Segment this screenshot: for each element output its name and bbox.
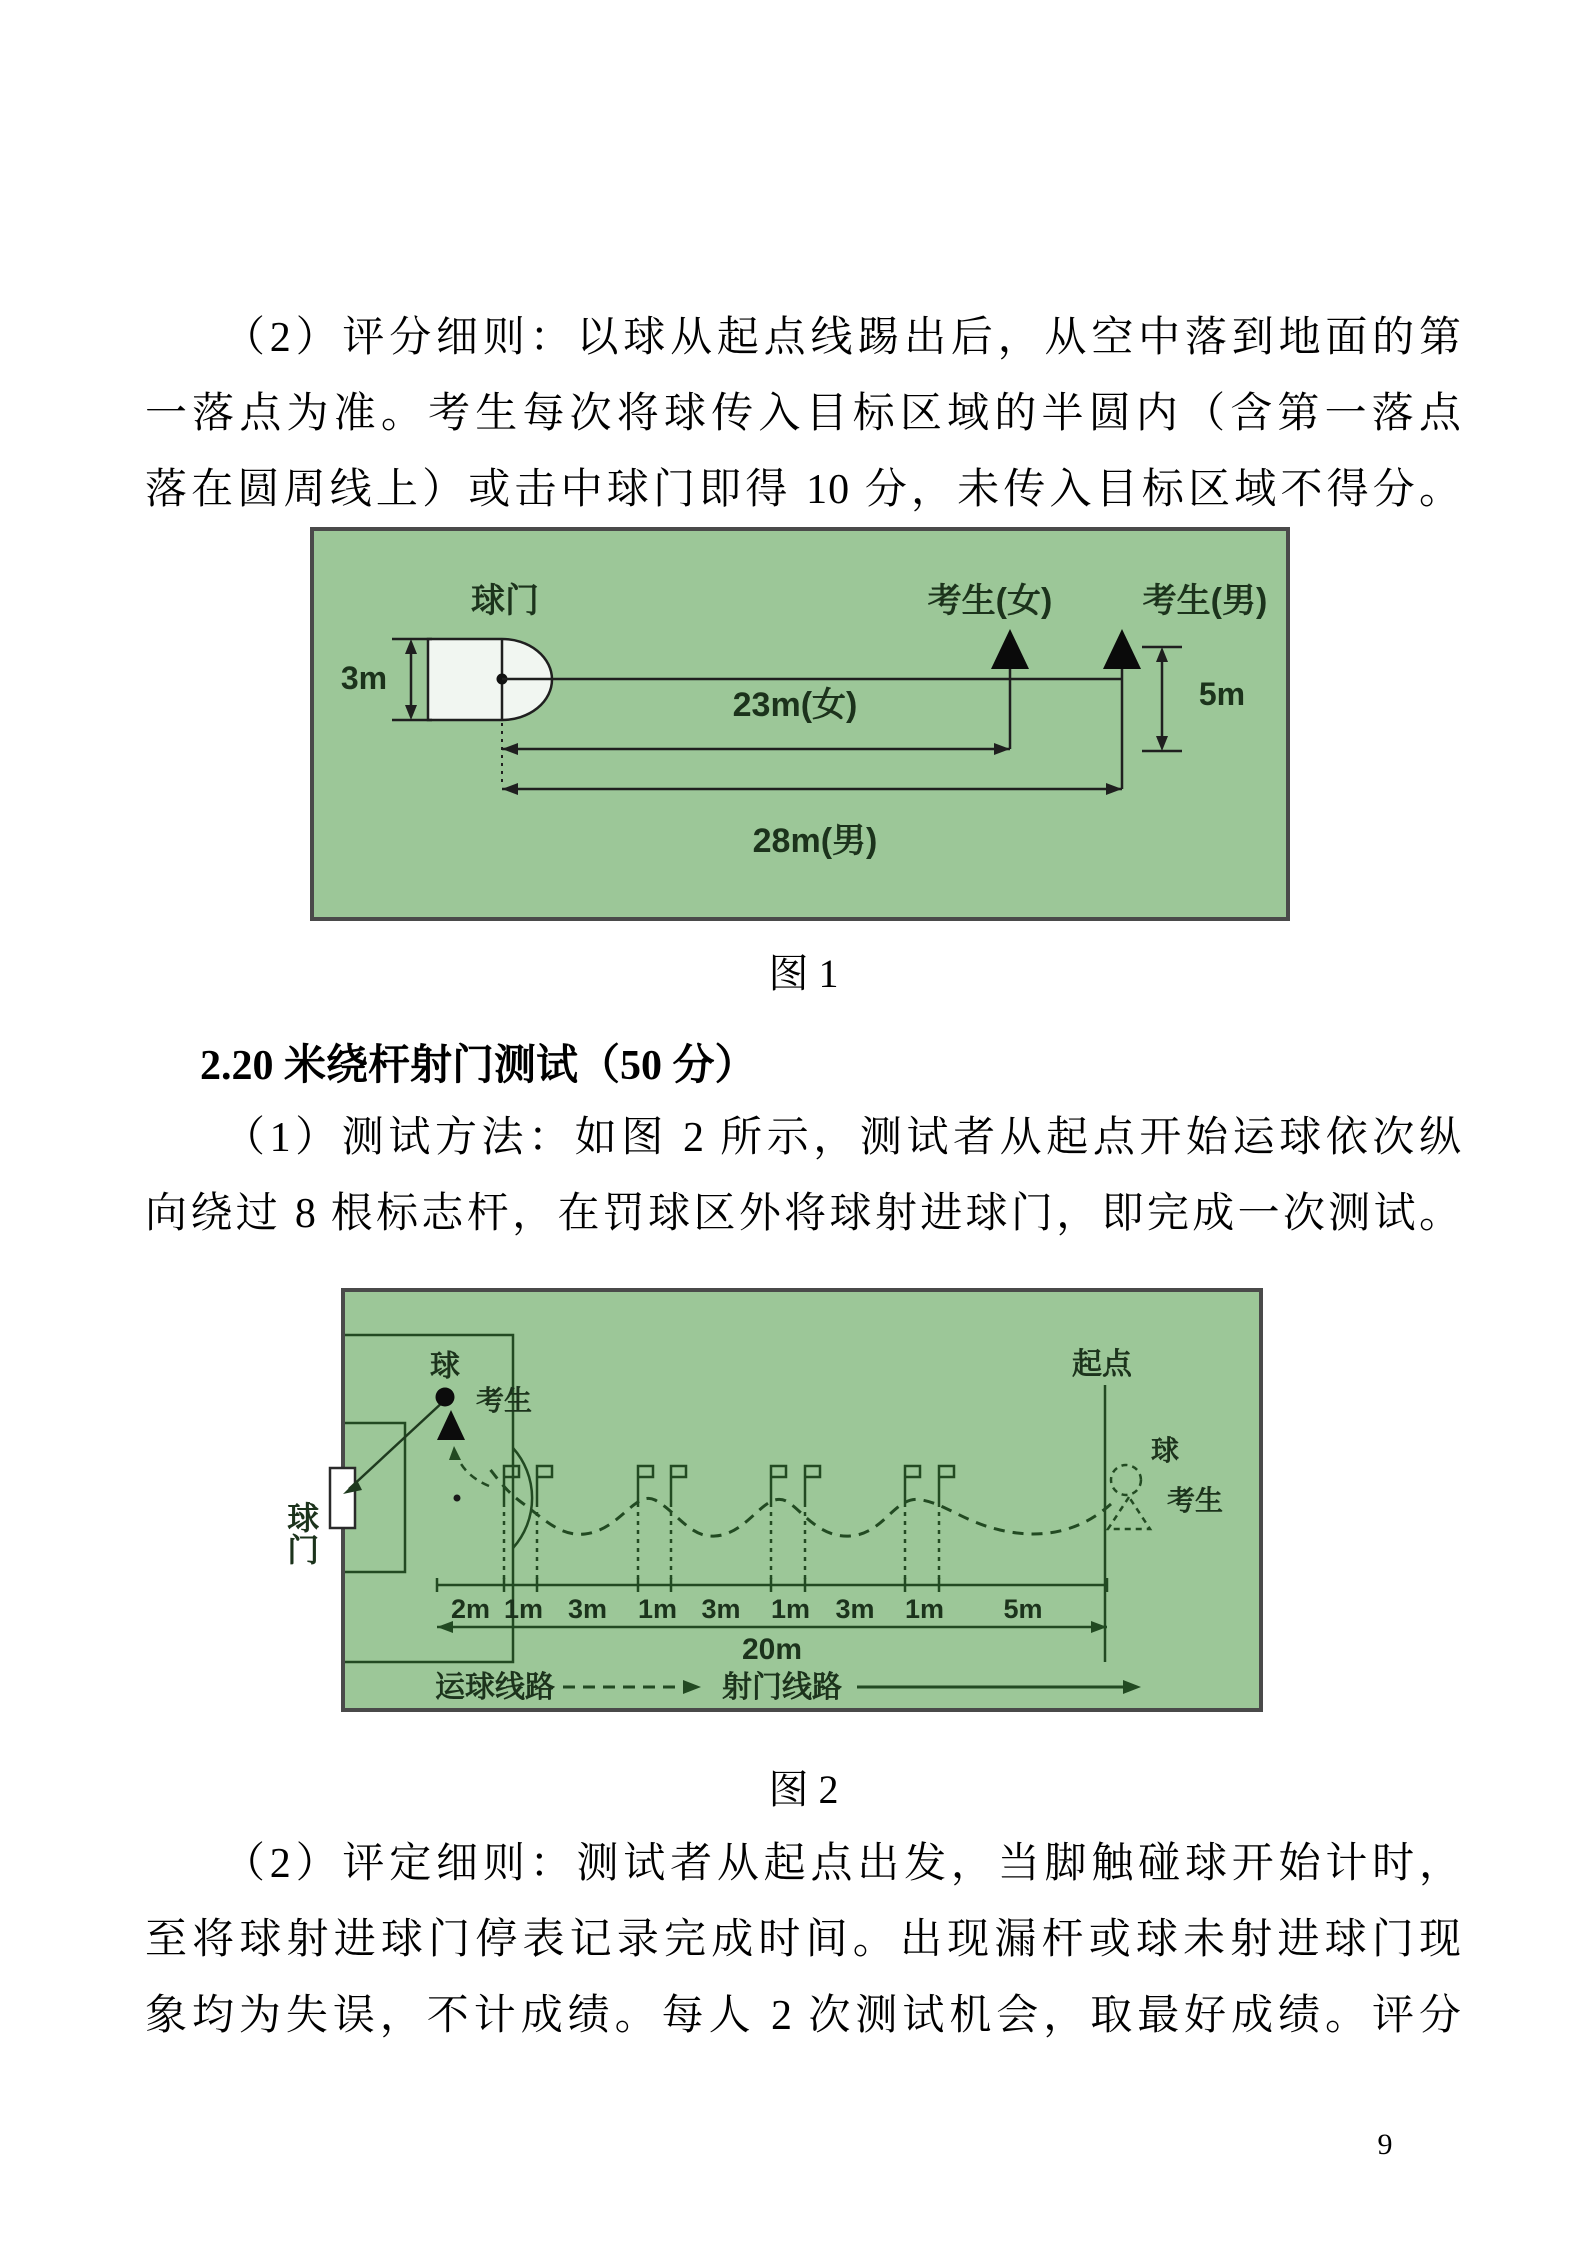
figure1-diagram [310,527,1290,921]
penalty-spot [454,1495,461,1502]
paragraph1-line1: （2）评分细则：以球从起点线踢出后，从空中落到地面的第 [223,315,1462,361]
segment-label: 1m [771,1594,811,1624]
dim-23m-label: 23m(女) [732,686,858,724]
figure1-caption: 图 1 [768,951,839,996]
figure2-diagram [245,1288,1265,1712]
segment-label: 1m [504,1594,544,1624]
dim-3m-label: 3m [340,660,388,696]
dim-5m-label: 5m [1198,676,1246,712]
ball-icon [436,1388,455,1407]
examinee-female-label: 考生(女) [927,582,1053,620]
segment-label: 3m [701,1594,741,1624]
examinee-label-right: 考生 [1166,1485,1223,1516]
figure2-caption: 图 2 [768,1767,839,1812]
dim-20m-label: 20m [741,1633,803,1666]
segment-label: 1m [905,1594,945,1624]
page-number: 9 [1377,2128,1393,2161]
dim-28m-label: 28m(男) [752,822,878,860]
segment-label: 2m [450,1594,491,1624]
paragraph2-line2: 向绕过 8 根标志杆，在罚球区外将球射进球门，即完成一次测试。 [145,1191,1462,1237]
legend-shoot-label: 射门线路 [722,1671,842,1704]
paragraph1-line2: 一落点为准。考生每次将球传入目标区域的半圆内（含第一落点 [145,391,1462,437]
paragraph3-line1: （2）评定细则：测试者从起点出发，当脚触碰球开始计时， [223,1841,1462,1887]
paragraph3-line3: 象均为失误，不计成绩。每人 2 次测试机会，取最好成绩。评分 [145,1993,1462,2039]
ball-label-right: 球 [1150,1435,1179,1466]
segment-label: 5m [1003,1594,1043,1624]
paragraph1-line3: 落在圆周线上）或击中球门即得 10 分，未传入目标区域不得分。 [145,467,1462,513]
goal-icon [330,1468,355,1528]
section-heading: 2.20 米绕杆射门测试（50 分） [200,1043,757,1089]
segment-label: 1m [638,1594,678,1624]
segment-label: 3m [835,1594,875,1624]
ball-label-left: 球 [430,1350,460,1383]
segment-label: 3m [567,1594,608,1624]
examinee-label-left: 考生 [475,1385,532,1416]
examinee-male-label: 考生(男) [1142,582,1268,620]
goal-label: 球门 [283,1501,320,1565]
legend-dribble-label: 运球线路 [435,1671,555,1704]
paragraph3-line2: 至将球射进球门停表记录完成时间。出现漏杆或球未射进球门现 [145,1917,1462,1963]
goal-label: 球门 [471,582,539,620]
paragraph2-line1: （1）测试方法：如图 2 所示，测试者从起点开始运球依次纵 [223,1115,1462,1161]
start-label: 起点 [1072,1348,1132,1381]
